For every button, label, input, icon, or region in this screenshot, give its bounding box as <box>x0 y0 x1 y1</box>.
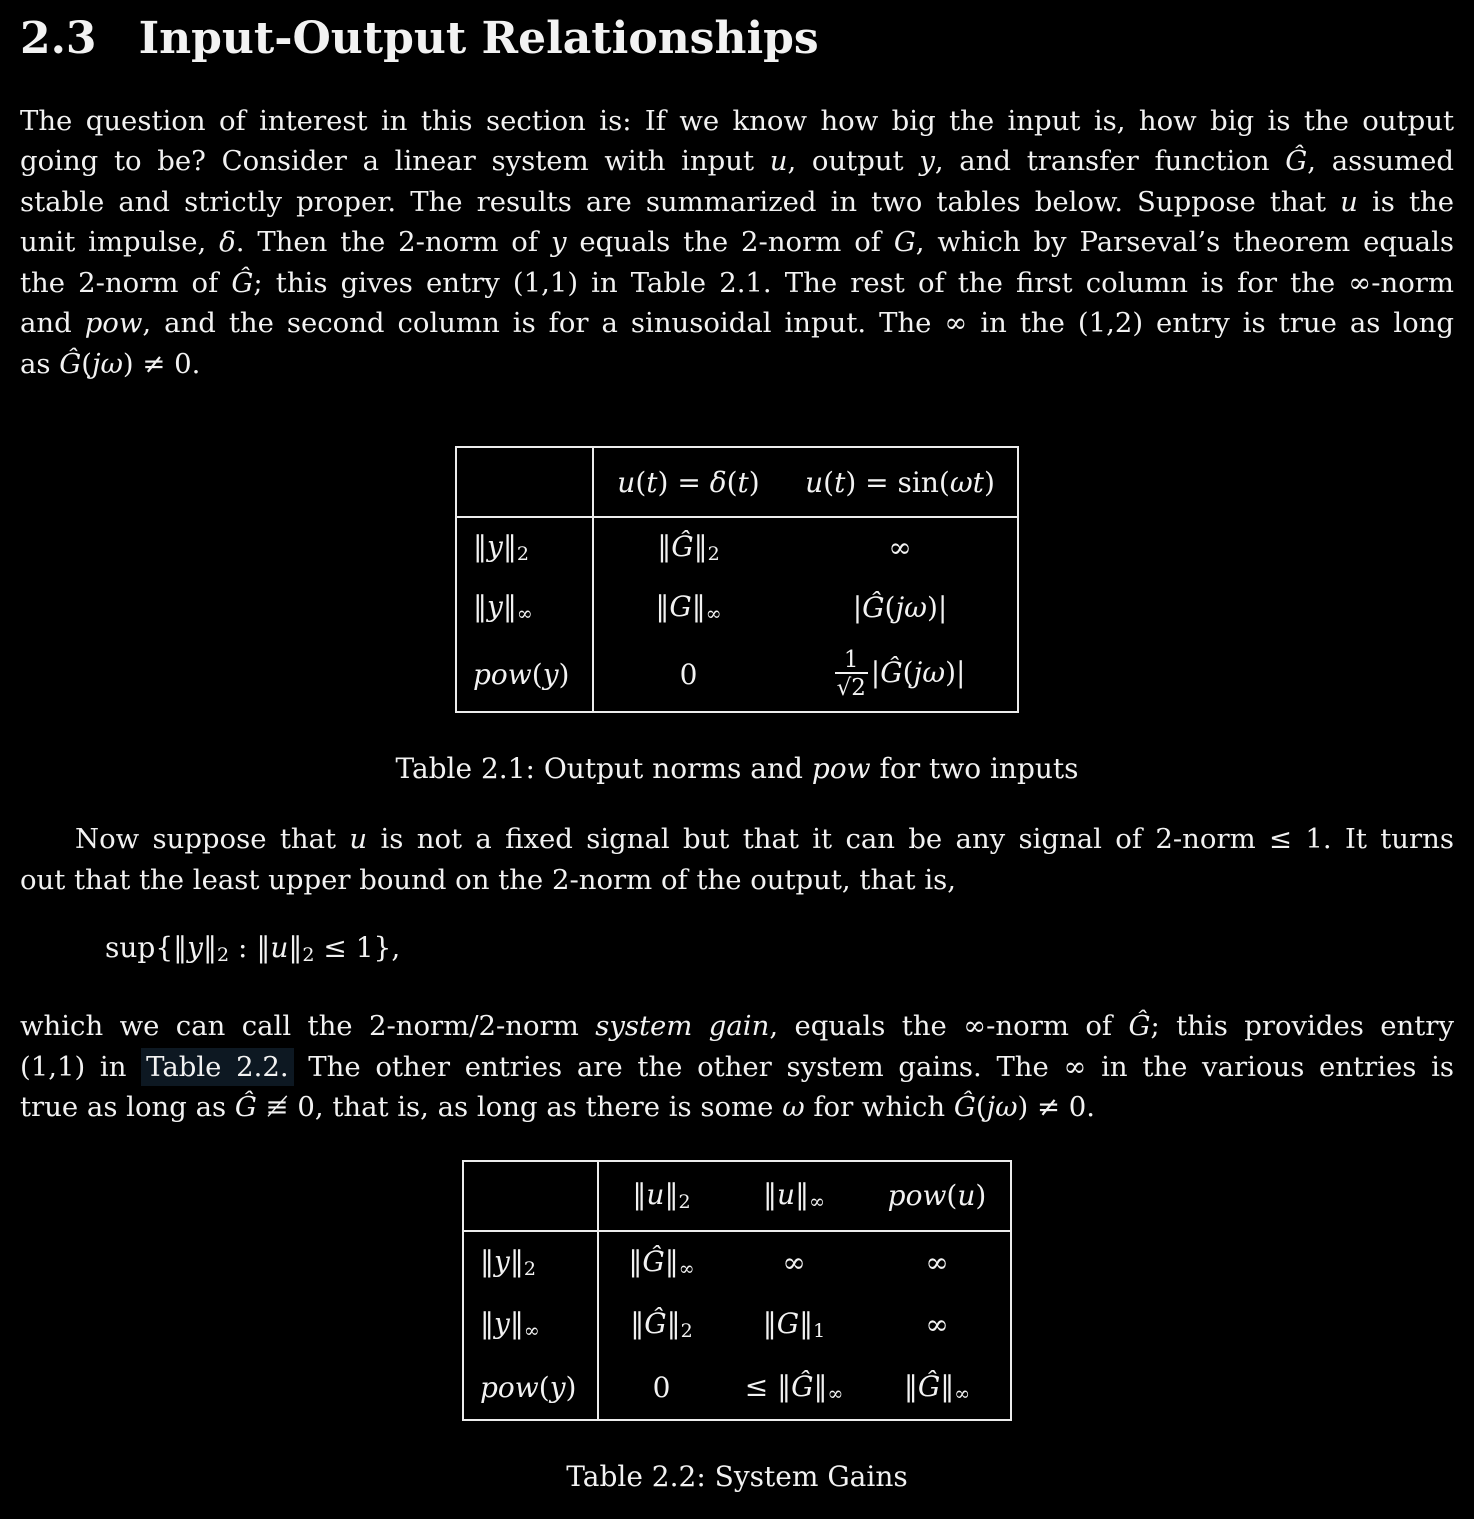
column-header: ‖u‖2 <box>599 1162 724 1232</box>
column-header: ‖u‖∞ <box>724 1162 864 1232</box>
table-2-1-caption: Table 2.1: Output norms and pow for two inputs <box>395 752 1079 786</box>
section-title: Input-Output Relationships <box>138 13 819 64</box>
text-line: Now suppose that u is not a fixed signal but that it can be any signal of 2-norm ≤ 1. It turns <box>75 823 1454 856</box>
row-label: pow(y) <box>464 1356 599 1419</box>
table-cell: ‖Ĝ‖2 <box>657 529 720 566</box>
text-line: which we can call the 2-norm/2-norm system gain, equals the ∞-norm of Ĝ; this provides entry <box>20 1010 1454 1043</box>
fraction: $\frac{1}{√2}$ <box>836 646 866 701</box>
text-line: as Ĝ(jω) ≠ 0. <box>20 347 201 380</box>
paragraph-system-gain <box>20 1006 1454 1128</box>
table-cell: ∞ <box>888 530 912 564</box>
table-cell: ∞ <box>925 1246 949 1280</box>
row-label: ‖y‖2 <box>464 1232 599 1294</box>
text-line: unit impulse, δ. Then the 2-norm of y equals the 2-norm of G, which by Parseval’s theorem equals <box>20 226 1454 259</box>
table-cell: ‖Ĝ‖∞ <box>903 1369 971 1406</box>
section-number: 2.3 <box>20 13 97 64</box>
column-header: u(t) = sin(ωt) <box>783 448 1017 518</box>
table-cell: 0 <box>679 658 698 692</box>
text-line: stable and strictly proper. The results are summarized in two tables below. Suppose that u is the <box>20 185 1454 218</box>
text-line: out that the least upper bound on the 2-norm of the output, that is, <box>20 863 956 896</box>
text-line: and pow, and the second column is for a sinusoidal input. The ∞ in the (1,2) entry is true as long <box>20 307 1454 340</box>
row-label: pow(y) <box>457 638 594 711</box>
table-2-1 <box>455 446 1019 713</box>
table-cell: ‖G‖∞ <box>655 589 722 626</box>
row-label: ‖y‖∞ <box>457 576 594 638</box>
table-cell: |Ĝ(jω)| <box>852 590 948 624</box>
table-2-2 <box>462 1160 1012 1421</box>
text-line: the 2-norm of Ĝ; this gives entry (1,1) in Table 2.1. The rest of the first column is for the ∞-norm <box>20 266 1454 299</box>
section-heading <box>20 14 1454 65</box>
column-header: pow(u) <box>864 1162 1010 1232</box>
table-corner-cell <box>457 448 594 518</box>
table-cell: ‖G‖1 <box>762 1307 826 1343</box>
paragraph-intro <box>20 101 1454 385</box>
table-2-2-caption: Table 2.2: System Gains <box>566 1459 908 1493</box>
table-cell: $\frac{1}{√2}$ |Ĝ(jω)| <box>836 646 966 701</box>
equation-sup-norm: sup{‖y‖2 : ‖u‖2 ≤ 1}, <box>105 931 401 967</box>
reference-link-table-2-2[interactable]: Table 2.2. <box>141 1048 293 1086</box>
table-cell: ∞ <box>925 1308 949 1342</box>
column-header: u(t) = δ(t) <box>594 448 783 518</box>
table-cell: 0 <box>652 1370 671 1404</box>
table-cell: ‖Ĝ‖2 <box>630 1307 693 1343</box>
text-line: going to be? Consider a linear system with input u, output y, and transfer function Ĝ, assumed <box>20 145 1454 178</box>
paragraph-now-suppose <box>20 819 1454 900</box>
text-line: The question of interest in this section is: If we know how big the input is, how big is the output <box>20 104 1454 137</box>
text-line: true as long as Ĝ ≢ 0, that is, as long as there is some ω for which Ĝ(jω) ≠ 0. <box>20 1091 1096 1124</box>
table-cell: ∞ <box>782 1246 806 1280</box>
table-cell: ≤ ‖Ĝ‖∞ <box>744 1369 844 1406</box>
row-label: ‖y‖2 <box>457 518 594 576</box>
table-corner-cell <box>464 1162 599 1232</box>
row-label: ‖y‖∞ <box>464 1294 599 1356</box>
text-line: (1,1) in Table 2.2. The other entries are the other system gains. The ∞ in the various entries is <box>20 1047 1454 1088</box>
table-cell: ‖Ĝ‖∞ <box>628 1245 695 1281</box>
